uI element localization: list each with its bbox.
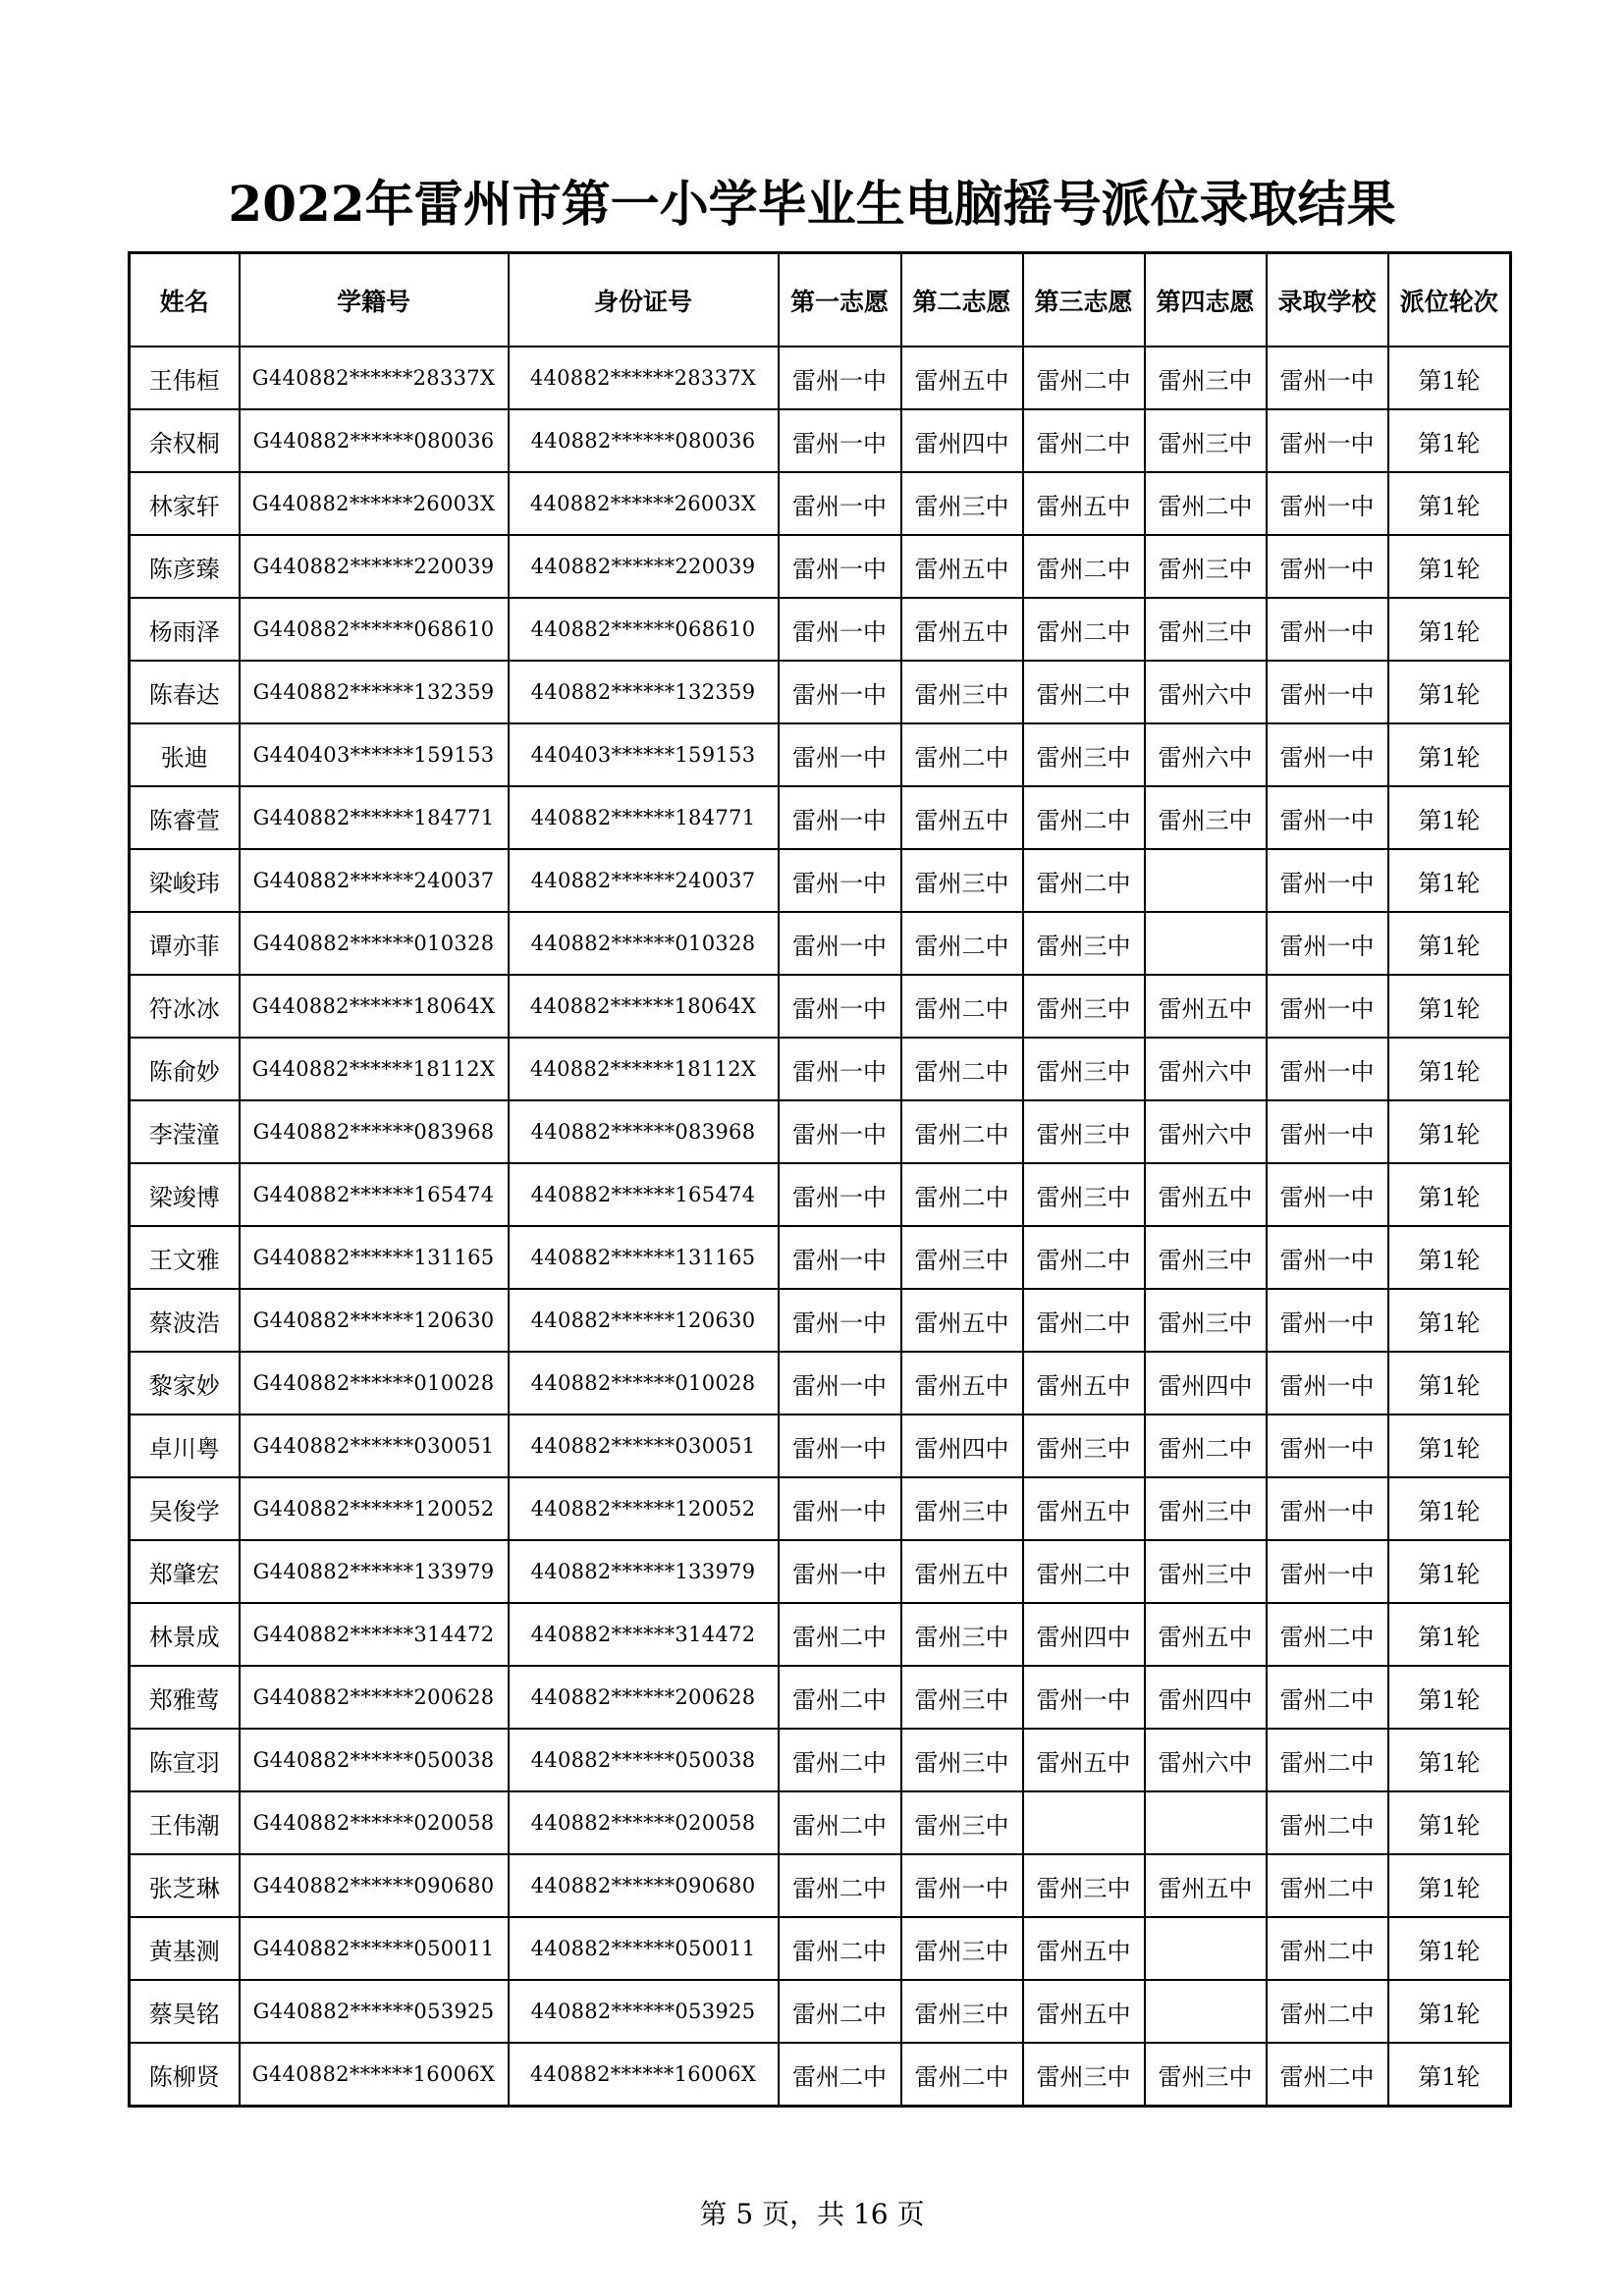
cell-name: 黎家妙 bbox=[130, 1352, 240, 1415]
cell-choice-3: 雷州五中 bbox=[1023, 1729, 1145, 1791]
cell-choice-3: 雷州四中 bbox=[1023, 1603, 1145, 1666]
cell-choice-3: 雷州三中 bbox=[1023, 1100, 1145, 1163]
cell-choice-2: 雷州三中 bbox=[901, 1603, 1023, 1666]
cell-choice-4: 雷州三中 bbox=[1145, 347, 1267, 409]
cell-choice-1: 雷州一中 bbox=[779, 1477, 901, 1540]
cell-admitted-school: 雷州一中 bbox=[1267, 1100, 1388, 1163]
cell-choice-3: 雷州二中 bbox=[1023, 1226, 1145, 1289]
cell-admitted-school: 雷州一中 bbox=[1267, 661, 1388, 723]
cell-name: 梁峻玮 bbox=[130, 849, 240, 912]
cell-name: 梁竣博 bbox=[130, 1163, 240, 1226]
cell-choice-4: 雷州三中 bbox=[1145, 2043, 1267, 2107]
table-row bbox=[130, 1540, 1511, 1603]
cell-choice-4: 雷州六中 bbox=[1145, 1038, 1267, 1100]
cell-id-card: 440882******133979 bbox=[509, 1540, 779, 1603]
cell-student-id: G440882******18064X bbox=[240, 975, 509, 1038]
cell-choice-1: 雷州一中 bbox=[779, 849, 901, 912]
cell-choice-2: 雷州一中 bbox=[901, 1854, 1023, 1917]
cell-id-card: 440882******083968 bbox=[509, 1100, 779, 1163]
cell-choice-4: 雷州三中 bbox=[1145, 409, 1267, 472]
table-row bbox=[130, 1729, 1511, 1791]
cell-student-id: G440882******010028 bbox=[240, 1352, 509, 1415]
cell-name: 郑雅莺 bbox=[130, 1666, 240, 1729]
cell-round: 第1轮 bbox=[1388, 1289, 1511, 1352]
cell-choice-1: 雷州一中 bbox=[779, 1352, 901, 1415]
cell-round: 第1轮 bbox=[1388, 409, 1511, 472]
cell-student-id: G440882******314472 bbox=[240, 1603, 509, 1666]
cell-choice-3: 雷州二中 bbox=[1023, 1289, 1145, 1352]
cell-admitted-school: 雷州二中 bbox=[1267, 1666, 1388, 1729]
cell-name: 张芝琳 bbox=[130, 1854, 240, 1917]
cell-choice-3: 雷州五中 bbox=[1023, 472, 1145, 535]
cell-name: 陈柳贤 bbox=[130, 2043, 240, 2107]
cell-choice-3: 雷州二中 bbox=[1023, 535, 1145, 598]
cell-student-id: G440403******159153 bbox=[240, 723, 509, 786]
cell-admitted-school: 雷州一中 bbox=[1267, 347, 1388, 409]
cell-round: 第1轮 bbox=[1388, 1038, 1511, 1100]
cell-student-id: G440882******131165 bbox=[240, 1226, 509, 1289]
cell-round: 第1轮 bbox=[1388, 1477, 1511, 1540]
cell-choice-3: 雷州三中 bbox=[1023, 1854, 1145, 1917]
cell-admitted-school: 雷州一中 bbox=[1267, 849, 1388, 912]
cell-choice-4: 雷州五中 bbox=[1145, 975, 1267, 1038]
cell-choice-2: 雷州二中 bbox=[901, 1163, 1023, 1226]
cell-name: 李滢潼 bbox=[130, 1100, 240, 1163]
cell-id-card: 440882******030051 bbox=[509, 1415, 779, 1477]
cell-choice-1: 雷州一中 bbox=[779, 975, 901, 1038]
cell-student-id: G440882******030051 bbox=[240, 1415, 509, 1477]
cell-id-card: 440882******010328 bbox=[509, 912, 779, 975]
cell-choice-3: 雷州三中 bbox=[1023, 2043, 1145, 2107]
cell-name: 林家轩 bbox=[130, 472, 240, 535]
cell-choice-2: 雷州四中 bbox=[901, 1415, 1023, 1477]
cell-name: 张迪 bbox=[130, 723, 240, 786]
cell-student-id: G440882******010328 bbox=[240, 912, 509, 975]
header-name: 姓名 bbox=[130, 253, 240, 347]
cell-choice-1: 雷州二中 bbox=[779, 1791, 901, 1854]
cell-id-card: 440882******090680 bbox=[509, 1854, 779, 1917]
table-row bbox=[130, 1038, 1511, 1100]
cell-round: 第1轮 bbox=[1388, 598, 1511, 661]
cell-choice-3: 雷州二中 bbox=[1023, 409, 1145, 472]
cell-round: 第1轮 bbox=[1388, 1666, 1511, 1729]
cell-round: 第1轮 bbox=[1388, 1415, 1511, 1477]
cell-student-id: G440882******240037 bbox=[240, 849, 509, 912]
table-row bbox=[130, 1791, 1511, 1854]
cell-name: 王伟桓 bbox=[130, 347, 240, 409]
cell-id-card: 440882******18064X bbox=[509, 975, 779, 1038]
cell-choice-4: 雷州六中 bbox=[1145, 661, 1267, 723]
cell-choice-4: 雷州三中 bbox=[1145, 1289, 1267, 1352]
cell-student-id: G440882******050038 bbox=[240, 1729, 509, 1791]
cell-choice-4 bbox=[1145, 1980, 1267, 2043]
cell-round: 第1轮 bbox=[1388, 786, 1511, 849]
cell-choice-4: 雷州六中 bbox=[1145, 1729, 1267, 1791]
table-row bbox=[130, 1477, 1511, 1540]
table-row bbox=[130, 1666, 1511, 1729]
cell-choice-2: 雷州三中 bbox=[901, 1791, 1023, 1854]
cell-name: 蔡昊铭 bbox=[130, 1980, 240, 2043]
cell-id-card: 440882******020058 bbox=[509, 1791, 779, 1854]
cell-choice-4: 雷州五中 bbox=[1145, 1163, 1267, 1226]
cell-choice-3: 雷州二中 bbox=[1023, 347, 1145, 409]
cell-choice-1: 雷州一中 bbox=[779, 598, 901, 661]
cell-round: 第1轮 bbox=[1388, 1791, 1511, 1854]
cell-choice-2: 雷州二中 bbox=[901, 912, 1023, 975]
table-row bbox=[130, 1352, 1511, 1415]
cell-choice-2: 雷州五中 bbox=[901, 535, 1023, 598]
cell-admitted-school: 雷州一中 bbox=[1267, 786, 1388, 849]
cell-choice-4: 雷州四中 bbox=[1145, 1352, 1267, 1415]
cell-name: 杨雨泽 bbox=[130, 598, 240, 661]
cell-choice-4: 雷州六中 bbox=[1145, 723, 1267, 786]
cell-name: 陈彦臻 bbox=[130, 535, 240, 598]
cell-id-card: 440882******200628 bbox=[509, 1666, 779, 1729]
cell-admitted-school: 雷州一中 bbox=[1267, 1415, 1388, 1477]
cell-name: 陈俞妙 bbox=[130, 1038, 240, 1100]
cell-choice-1: 雷州一中 bbox=[779, 1415, 901, 1477]
cell-student-id: G440882******16006X bbox=[240, 2043, 509, 2107]
cell-choice-3: 雷州二中 bbox=[1023, 1540, 1145, 1603]
cell-admitted-school: 雷州一中 bbox=[1267, 723, 1388, 786]
cell-choice-2: 雷州三中 bbox=[901, 1729, 1023, 1791]
cell-choice-2: 雷州五中 bbox=[901, 1352, 1023, 1415]
cell-choice-1: 雷州二中 bbox=[779, 1666, 901, 1729]
cell-admitted-school: 雷州一中 bbox=[1267, 472, 1388, 535]
cell-choice-2: 雷州三中 bbox=[901, 661, 1023, 723]
cell-choice-1: 雷州一中 bbox=[779, 912, 901, 975]
cell-choice-4: 雷州三中 bbox=[1145, 1477, 1267, 1540]
table-row bbox=[130, 1289, 1511, 1352]
cell-student-id: G440882******165474 bbox=[240, 1163, 509, 1226]
cell-id-card: 440882******080036 bbox=[509, 409, 779, 472]
cell-name: 吴俊学 bbox=[130, 1477, 240, 1540]
cell-choice-2: 雷州二中 bbox=[901, 975, 1023, 1038]
cell-choice-2: 雷州五中 bbox=[901, 347, 1023, 409]
header-choice-3: 第三志愿 bbox=[1023, 253, 1145, 347]
table-row bbox=[130, 1980, 1511, 2043]
cell-student-id: G440882******080036 bbox=[240, 409, 509, 472]
cell-choice-1: 雷州一中 bbox=[779, 409, 901, 472]
cell-round: 第1轮 bbox=[1388, 1540, 1511, 1603]
cell-choice-3: 雷州三中 bbox=[1023, 1038, 1145, 1100]
cell-choice-2: 雷州二中 bbox=[901, 2043, 1023, 2107]
cell-choice-3: 雷州五中 bbox=[1023, 1917, 1145, 1980]
cell-id-card: 440882******131165 bbox=[509, 1226, 779, 1289]
cell-choice-4 bbox=[1145, 849, 1267, 912]
cell-admitted-school: 雷州二中 bbox=[1267, 1980, 1388, 2043]
cell-round: 第1轮 bbox=[1388, 849, 1511, 912]
table-body bbox=[130, 347, 1511, 2107]
cell-round: 第1轮 bbox=[1388, 1729, 1511, 1791]
cell-id-card: 440882******165474 bbox=[509, 1163, 779, 1226]
table-row bbox=[130, 535, 1511, 598]
cell-choice-2: 雷州五中 bbox=[901, 598, 1023, 661]
cell-choice-2: 雷州二中 bbox=[901, 1100, 1023, 1163]
cell-choice-1: 雷州一中 bbox=[779, 1289, 901, 1352]
cell-round: 第1轮 bbox=[1388, 661, 1511, 723]
cell-choice-2: 雷州五中 bbox=[901, 786, 1023, 849]
table-row bbox=[130, 849, 1511, 912]
table-row bbox=[130, 1854, 1511, 1917]
cell-round: 第1轮 bbox=[1388, 1352, 1511, 1415]
cell-admitted-school: 雷州二中 bbox=[1267, 1791, 1388, 1854]
cell-round: 第1轮 bbox=[1388, 2043, 1511, 2107]
cell-id-card: 440882******053925 bbox=[509, 1980, 779, 2043]
page-footer: 第 5 页，共 16 页 bbox=[699, 2198, 925, 2230]
header-round: 派位轮次 bbox=[1388, 253, 1511, 347]
cell-choice-4: 雷州三中 bbox=[1145, 535, 1267, 598]
cell-id-card: 440882******132359 bbox=[509, 661, 779, 723]
cell-choice-2: 雷州四中 bbox=[901, 409, 1023, 472]
cell-admitted-school: 雷州二中 bbox=[1267, 1729, 1388, 1791]
cell-student-id: G440882******083968 bbox=[240, 1100, 509, 1163]
cell-id-card: 440882******050038 bbox=[509, 1729, 779, 1791]
cell-choice-4 bbox=[1145, 912, 1267, 975]
cell-name: 陈睿萱 bbox=[130, 786, 240, 849]
cell-id-card: 440882******120052 bbox=[509, 1477, 779, 1540]
cell-id-card: 440882******184771 bbox=[509, 786, 779, 849]
cell-round: 第1轮 bbox=[1388, 1603, 1511, 1666]
cell-id-card: 440882******28337X bbox=[509, 347, 779, 409]
cell-choice-4: 雷州二中 bbox=[1145, 1415, 1267, 1477]
cell-choice-1: 雷州一中 bbox=[779, 661, 901, 723]
table-row bbox=[130, 598, 1511, 661]
cell-id-card: 440882******26003X bbox=[509, 472, 779, 535]
cell-id-card: 440882******010028 bbox=[509, 1352, 779, 1415]
cell-choice-1: 雷州一中 bbox=[779, 347, 901, 409]
cell-name: 林景成 bbox=[130, 1603, 240, 1666]
cell-choice-2: 雷州五中 bbox=[901, 1289, 1023, 1352]
cell-choice-3: 雷州二中 bbox=[1023, 661, 1145, 723]
cell-name: 王伟潮 bbox=[130, 1791, 240, 1854]
cell-choice-1: 雷州一中 bbox=[779, 786, 901, 849]
table-header-row bbox=[130, 253, 1511, 347]
cell-student-id: G440882******28337X bbox=[240, 347, 509, 409]
cell-student-id: G440882******133979 bbox=[240, 1540, 509, 1603]
cell-id-card: 440882******120630 bbox=[509, 1289, 779, 1352]
cell-choice-4: 雷州三中 bbox=[1145, 1226, 1267, 1289]
table-row bbox=[130, 1917, 1511, 1980]
cell-choice-3: 雷州一中 bbox=[1023, 1666, 1145, 1729]
cell-choice-3: 雷州三中 bbox=[1023, 723, 1145, 786]
page-title: 2022年雷州市第一小学毕业生电脑摇号派位录取结果 bbox=[228, 175, 1396, 233]
cell-choice-4: 雷州六中 bbox=[1145, 1100, 1267, 1163]
cell-admitted-school: 雷州二中 bbox=[1267, 1603, 1388, 1666]
table-row bbox=[130, 661, 1511, 723]
cell-choice-2: 雷州三中 bbox=[901, 849, 1023, 912]
cell-student-id: G440882******090680 bbox=[240, 1854, 509, 1917]
header-id-card: 身份证号 bbox=[509, 253, 779, 347]
table-row bbox=[130, 786, 1511, 849]
cell-round: 第1轮 bbox=[1388, 912, 1511, 975]
table-row bbox=[130, 912, 1511, 975]
header-student-id: 学籍号 bbox=[240, 253, 509, 347]
cell-name: 符冰冰 bbox=[130, 975, 240, 1038]
results-table bbox=[128, 251, 1512, 2108]
cell-admitted-school: 雷州一中 bbox=[1267, 1163, 1388, 1226]
cell-name: 谭亦菲 bbox=[130, 912, 240, 975]
cell-admitted-school: 雷州一中 bbox=[1267, 598, 1388, 661]
cell-round: 第1轮 bbox=[1388, 1980, 1511, 2043]
cell-choice-2: 雷州三中 bbox=[901, 472, 1023, 535]
cell-id-card: 440882******240037 bbox=[509, 849, 779, 912]
cell-choice-3: 雷州三中 bbox=[1023, 912, 1145, 975]
cell-admitted-school: 雷州二中 bbox=[1267, 2043, 1388, 2107]
cell-choice-2: 雷州二中 bbox=[901, 1038, 1023, 1100]
cell-choice-2: 雷州三中 bbox=[901, 1666, 1023, 1729]
cell-choice-1: 雷州一中 bbox=[779, 1163, 901, 1226]
cell-choice-2: 雷州三中 bbox=[901, 1980, 1023, 2043]
cell-choice-1: 雷州一中 bbox=[779, 1540, 901, 1603]
cell-choice-4: 雷州二中 bbox=[1145, 472, 1267, 535]
cell-choice-1: 雷州一中 bbox=[779, 723, 901, 786]
cell-id-card: 440882******050011 bbox=[509, 1917, 779, 1980]
cell-choice-1: 雷州一中 bbox=[779, 535, 901, 598]
cell-name: 黄基测 bbox=[130, 1917, 240, 1980]
cell-choice-1: 雷州二中 bbox=[779, 1980, 901, 2043]
cell-admitted-school: 雷州一中 bbox=[1267, 1038, 1388, 1100]
cell-round: 第1轮 bbox=[1388, 1100, 1511, 1163]
header-choice-1: 第一志愿 bbox=[779, 253, 901, 347]
cell-choice-1: 雷州一中 bbox=[779, 1038, 901, 1100]
cell-choice-4 bbox=[1145, 1791, 1267, 1854]
cell-id-card: 440882******068610 bbox=[509, 598, 779, 661]
cell-student-id: G440882******053925 bbox=[240, 1980, 509, 2043]
cell-admitted-school: 雷州一中 bbox=[1267, 1477, 1388, 1540]
cell-choice-1: 雷州一中 bbox=[779, 472, 901, 535]
table-row bbox=[130, 723, 1511, 786]
table-row bbox=[130, 975, 1511, 1038]
cell-round: 第1轮 bbox=[1388, 723, 1511, 786]
cell-student-id: G440882******068610 bbox=[240, 598, 509, 661]
cell-student-id: G440882******050011 bbox=[240, 1917, 509, 1980]
cell-id-card: 440882******18112X bbox=[509, 1038, 779, 1100]
cell-choice-1: 雷州一中 bbox=[779, 1100, 901, 1163]
cell-name: 陈春达 bbox=[130, 661, 240, 723]
cell-round: 第1轮 bbox=[1388, 975, 1511, 1038]
cell-choice-1: 雷州一中 bbox=[779, 1226, 901, 1289]
cell-student-id: G440882******132359 bbox=[240, 661, 509, 723]
cell-name: 郑肇宏 bbox=[130, 1540, 240, 1603]
table-row bbox=[130, 472, 1511, 535]
cell-admitted-school: 雷州一中 bbox=[1267, 1289, 1388, 1352]
cell-choice-4: 雷州五中 bbox=[1145, 1854, 1267, 1917]
cell-choice-2: 雷州五中 bbox=[901, 1540, 1023, 1603]
cell-choice-2: 雷州三中 bbox=[901, 1917, 1023, 1980]
header-admitted-school: 录取学校 bbox=[1267, 253, 1388, 347]
cell-name: 陈宣羽 bbox=[130, 1729, 240, 1791]
table-row bbox=[130, 1603, 1511, 1666]
cell-student-id: G440882******120630 bbox=[240, 1289, 509, 1352]
table-row bbox=[130, 1163, 1511, 1226]
cell-student-id: G440882******200628 bbox=[240, 1666, 509, 1729]
cell-choice-4: 雷州四中 bbox=[1145, 1666, 1267, 1729]
cell-admitted-school: 雷州一中 bbox=[1267, 1540, 1388, 1603]
cell-student-id: G440882******26003X bbox=[240, 472, 509, 535]
cell-choice-3: 雷州五中 bbox=[1023, 1980, 1145, 2043]
cell-admitted-school: 雷州一中 bbox=[1267, 975, 1388, 1038]
cell-admitted-school: 雷州一中 bbox=[1267, 912, 1388, 975]
cell-student-id: G440882******020058 bbox=[240, 1791, 509, 1854]
table-row bbox=[130, 1226, 1511, 1289]
cell-choice-3: 雷州三中 bbox=[1023, 975, 1145, 1038]
cell-choice-1: 雷州二中 bbox=[779, 1917, 901, 1980]
cell-student-id: G440882******220039 bbox=[240, 535, 509, 598]
cell-choice-1: 雷州二中 bbox=[779, 2043, 901, 2107]
cell-choice-2: 雷州二中 bbox=[901, 723, 1023, 786]
cell-choice-3: 雷州三中 bbox=[1023, 1163, 1145, 1226]
table-row bbox=[130, 1415, 1511, 1477]
cell-id-card: 440882******16006X bbox=[509, 2043, 779, 2107]
cell-name: 王文雅 bbox=[130, 1226, 240, 1289]
cell-choice-4 bbox=[1145, 1917, 1267, 1980]
cell-round: 第1轮 bbox=[1388, 347, 1511, 409]
cell-choice-3: 雷州五中 bbox=[1023, 1477, 1145, 1540]
cell-name: 蔡波浩 bbox=[130, 1289, 240, 1352]
cell-choice-1: 雷州二中 bbox=[779, 1729, 901, 1791]
cell-round: 第1轮 bbox=[1388, 472, 1511, 535]
cell-choice-3: 雷州二中 bbox=[1023, 598, 1145, 661]
cell-choice-3 bbox=[1023, 1791, 1145, 1854]
cell-round: 第1轮 bbox=[1388, 1163, 1511, 1226]
cell-admitted-school: 雷州一中 bbox=[1267, 1352, 1388, 1415]
cell-student-id: G440882******18112X bbox=[240, 1038, 509, 1100]
cell-choice-3: 雷州二中 bbox=[1023, 849, 1145, 912]
cell-choice-4: 雷州五中 bbox=[1145, 1603, 1267, 1666]
table-row bbox=[130, 409, 1511, 472]
cell-choice-1: 雷州二中 bbox=[779, 1603, 901, 1666]
cell-id-card: 440882******314472 bbox=[509, 1603, 779, 1666]
cell-admitted-school: 雷州一中 bbox=[1267, 409, 1388, 472]
cell-student-id: G440882******120052 bbox=[240, 1477, 509, 1540]
table-row bbox=[130, 1100, 1511, 1163]
cell-admitted-school: 雷州一中 bbox=[1267, 535, 1388, 598]
cell-choice-1: 雷州二中 bbox=[779, 1854, 901, 1917]
cell-round: 第1轮 bbox=[1388, 1854, 1511, 1917]
cell-admitted-school: 雷州二中 bbox=[1267, 1854, 1388, 1917]
cell-admitted-school: 雷州二中 bbox=[1267, 1917, 1388, 1980]
header-choice-2: 第二志愿 bbox=[901, 253, 1023, 347]
cell-choice-3: 雷州三中 bbox=[1023, 1415, 1145, 1477]
cell-choice-3: 雷州二中 bbox=[1023, 786, 1145, 849]
cell-choice-4: 雷州三中 bbox=[1145, 598, 1267, 661]
cell-choice-3: 雷州五中 bbox=[1023, 1352, 1145, 1415]
table-row bbox=[130, 2043, 1511, 2107]
cell-round: 第1轮 bbox=[1388, 1917, 1511, 1980]
cell-choice-2: 雷州三中 bbox=[901, 1477, 1023, 1540]
cell-student-id: G440882******184771 bbox=[240, 786, 509, 849]
cell-round: 第1轮 bbox=[1388, 535, 1511, 598]
cell-id-card: 440403******159153 bbox=[509, 723, 779, 786]
table-row bbox=[130, 347, 1511, 409]
cell-choice-4: 雷州三中 bbox=[1145, 786, 1267, 849]
cell-name: 余权桐 bbox=[130, 409, 240, 472]
cell-admitted-school: 雷州一中 bbox=[1267, 1226, 1388, 1289]
cell-choice-4: 雷州三中 bbox=[1145, 1540, 1267, 1603]
cell-choice-2: 雷州三中 bbox=[901, 1226, 1023, 1289]
cell-name: 卓川粤 bbox=[130, 1415, 240, 1477]
cell-round: 第1轮 bbox=[1388, 1226, 1511, 1289]
header-choice-4: 第四志愿 bbox=[1145, 253, 1267, 347]
cell-id-card: 440882******220039 bbox=[509, 535, 779, 598]
